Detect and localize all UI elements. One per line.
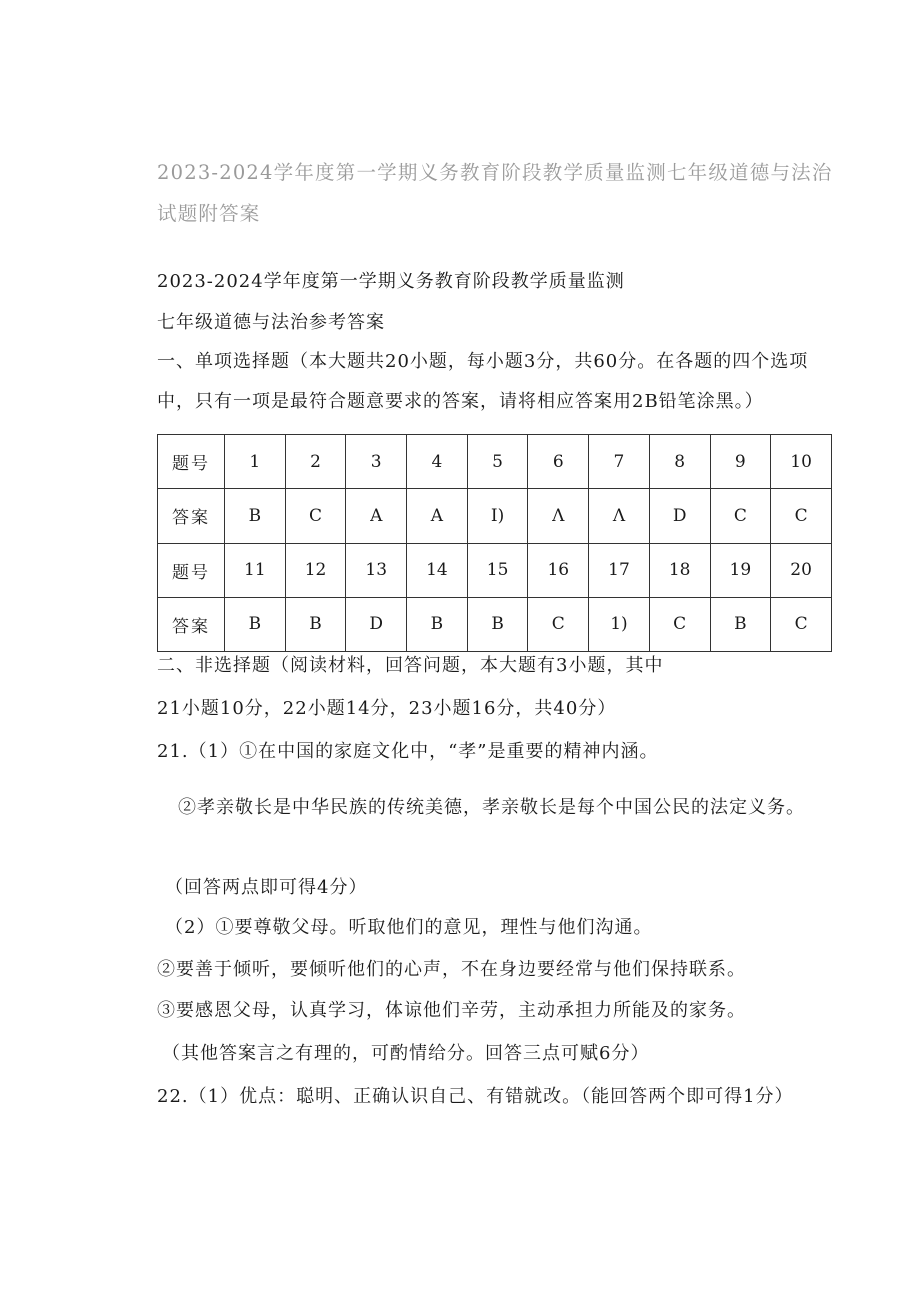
- answer-table: [157, 434, 832, 652]
- table-cell: I): [467, 489, 528, 543]
- table-cell: D: [649, 489, 710, 543]
- table-cell: A: [346, 489, 407, 543]
- table-row-label: 答案: [158, 597, 225, 651]
- document-title: 2023-2024学年度第一学期义务教育阶段教学质量监测七年级道德与法治试题附答案: [157, 161, 833, 225]
- q21-part2-note: （其他答案言之有理的，可酌情给分。回答三点可赋6分）: [162, 1043, 650, 1064]
- table-cell: B: [225, 489, 286, 543]
- table-cell: B: [225, 597, 286, 651]
- table-cell: 2: [285, 435, 346, 489]
- table-cell: Λ: [528, 489, 589, 543]
- table-cell: C: [771, 597, 832, 651]
- table-row: [158, 489, 832, 543]
- section-2-heading: 二、非选择题（阅读材料，回答问题，本大题有3小题，其中: [157, 655, 664, 676]
- table-cell: 6: [528, 435, 589, 489]
- table-cell: C: [285, 489, 346, 543]
- table-cell: 1): [589, 597, 650, 651]
- table-cell: 4: [407, 435, 468, 489]
- q21-part2-point3: ③要感恩父母，认真学习，体谅他们辛劳，主动承担力所能及的家务。: [157, 1000, 746, 1021]
- subtitle-answer-key: 七年级道德与法治参考答案: [157, 312, 385, 333]
- table-cell: B: [407, 597, 468, 651]
- table-cell: A: [407, 489, 468, 543]
- table-row: [158, 543, 832, 597]
- table-row-label: 答案: [158, 489, 225, 543]
- q21-part2-point1: （2）①要尊敬父母。听取他们的意见，理性与他们沟通。: [165, 917, 653, 938]
- table-row-label: 题号: [158, 543, 225, 597]
- table-cell: C: [528, 597, 589, 651]
- table-cell: 18: [649, 543, 710, 597]
- section-2-score-breakdown: 21小题10分，22小题14分，23小题16分，共40分）: [157, 698, 617, 719]
- table-cell: 13: [346, 543, 407, 597]
- table-cell: 7: [589, 435, 650, 489]
- table-cell: C: [710, 489, 771, 543]
- table-cell: 20: [771, 543, 832, 597]
- q21-part1-note: （回答两点即可得4分）: [165, 877, 368, 898]
- section-1-instructions: 一、单项选择题（本大题共20小题，每小题3分，共60分。在各题的四个选项中，只有一项是最符合题意要求的答案，请将相应答案用2B铅笔涂黑。）: [157, 351, 809, 412]
- table-cell: B: [285, 597, 346, 651]
- q21-part2-point2: ②要善于倾听，要倾听他们的心声，不在身边要经常与他们保持联系。: [157, 959, 746, 980]
- table-cell: B: [710, 597, 771, 651]
- table-cell: 15: [467, 543, 528, 597]
- table-cell: 3: [346, 435, 407, 489]
- table-cell: B: [467, 597, 528, 651]
- table-cell: 9: [710, 435, 771, 489]
- subtitle-exam: 2023-2024学年度第一学期义务教育阶段教学质量监测: [157, 271, 625, 292]
- q22-part1: 22.（1）优点：聪明、正确认识自己、有错就改。（能回答两个即可得1分）: [157, 1086, 794, 1107]
- table-cell: C: [649, 597, 710, 651]
- table-row: [158, 435, 832, 489]
- table-cell: D: [346, 597, 407, 651]
- q21-part1-point2: ②孝亲敬长是中华民族的传统美德，孝亲敬长是每个中国公民的法定义务。: [178, 797, 805, 818]
- table-cell: 1: [225, 435, 286, 489]
- table-cell: 8: [649, 435, 710, 489]
- table-cell: Λ: [589, 489, 650, 543]
- table-cell: 11: [225, 543, 286, 597]
- table-row: [158, 597, 832, 651]
- q21-part1-point1: 21.（1）①在中国的家庭文化中，“孝”是重要的精神内涵。: [157, 741, 659, 762]
- table-cell: 12: [285, 543, 346, 597]
- table-cell: 10: [771, 435, 832, 489]
- table-cell: 19: [710, 543, 771, 597]
- table-cell: 17: [589, 543, 650, 597]
- table-row-label: 题号: [158, 435, 225, 489]
- table-cell: C: [771, 489, 832, 543]
- table-cell: 5: [467, 435, 528, 489]
- table-cell: 14: [407, 543, 468, 597]
- table-cell: 16: [528, 543, 589, 597]
